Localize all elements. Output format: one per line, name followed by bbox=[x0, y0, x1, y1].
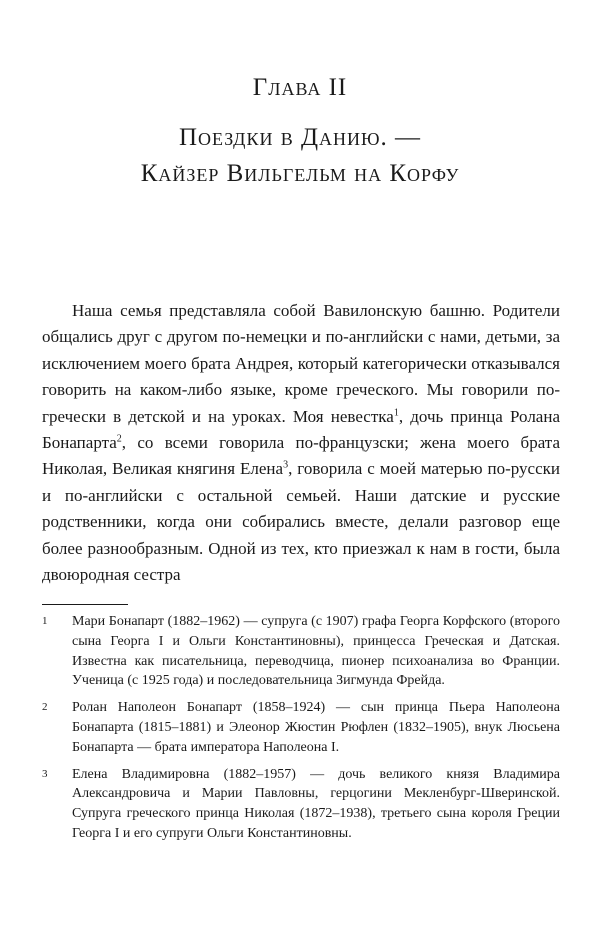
body-text-segment: , дочь принца Ролана Бонапарта bbox=[42, 406, 560, 453]
footnote bbox=[42, 765, 560, 844]
body-text-segment: Наша семья представляла собой Вавилонскую башню. Родители общались друг с другом по-немецки и по-английски с нами, детьми, за исключением моего брата Андрея, который категорически отказывался говорить на каком-либо языке, кроме греческого. Мы говорили по-гречески в детской и на уроках. Моя невестка bbox=[42, 301, 560, 426]
body-paragraph bbox=[42, 298, 560, 588]
chapter-title-line-2: Кайзер Вильгельм на Корфу bbox=[140, 160, 460, 187]
chapter-title-line-1: Поездки в Данию. — bbox=[178, 124, 422, 151]
footnote-reference: 1 bbox=[393, 406, 399, 418]
footnote-reference: 2 bbox=[116, 433, 122, 445]
body-text-segment: , со всеми говорила по-французски; жена моего брата Николая, Великая княгиня Елена bbox=[42, 433, 560, 479]
footnote-text: Елена Владимировна (1882–1957) — дочь великого князя Владимира Александровича и Марии Павловны, герцогини Мекленбург-Шверинской. Супруга греческого принца Николая (1872–1938), третьего сына короля Греции Георга I и его супруги Ольги Константиновны. bbox=[72, 766, 560, 841]
footnote bbox=[42, 612, 560, 691]
footnotes bbox=[42, 612, 560, 851]
body-text-segment: , говорила с моей матерью по-русски и по-английски с остальной семьей. Наши датские и русские родственники, когда они собирались вместе, делали разговор еще более разнообразным. Одной из тех, кто приезжал к нам в гости, была двоюродная сестра bbox=[42, 459, 560, 585]
footnote-separator bbox=[42, 604, 128, 605]
footnote-number: 2 bbox=[42, 701, 48, 714]
footnote-text: Мари Бонапарт (1882–1962) — супруга (с 1907) графа Георга Корфского (второго сына Георга I и Ольги Константиновны), принцесса Греческая и Датская. Известна как писательница, переводчица, пионер психоанализа во Франции. Ученица (с 1925 года) и последовательница Зигмунда Фрейда. bbox=[72, 614, 560, 689]
footnote-number: 1 bbox=[42, 615, 48, 627]
footnote bbox=[42, 698, 560, 757]
footnote-text: Ролан Наполеон Бонапарт (1858–1924) — сын принца Пьера Наполеона Бонапарта (1815–1881) и Элеонор Жюстин Рюфлен (1832–1905), внук Люсьена Бонапарта — брата императора Наполеона I. bbox=[72, 700, 560, 755]
chapter-number: Глава II bbox=[252, 74, 348, 101]
footnote-number: 3 bbox=[42, 767, 48, 780]
chapter-title bbox=[0, 120, 600, 192]
footnote-reference: 3 bbox=[283, 459, 289, 471]
